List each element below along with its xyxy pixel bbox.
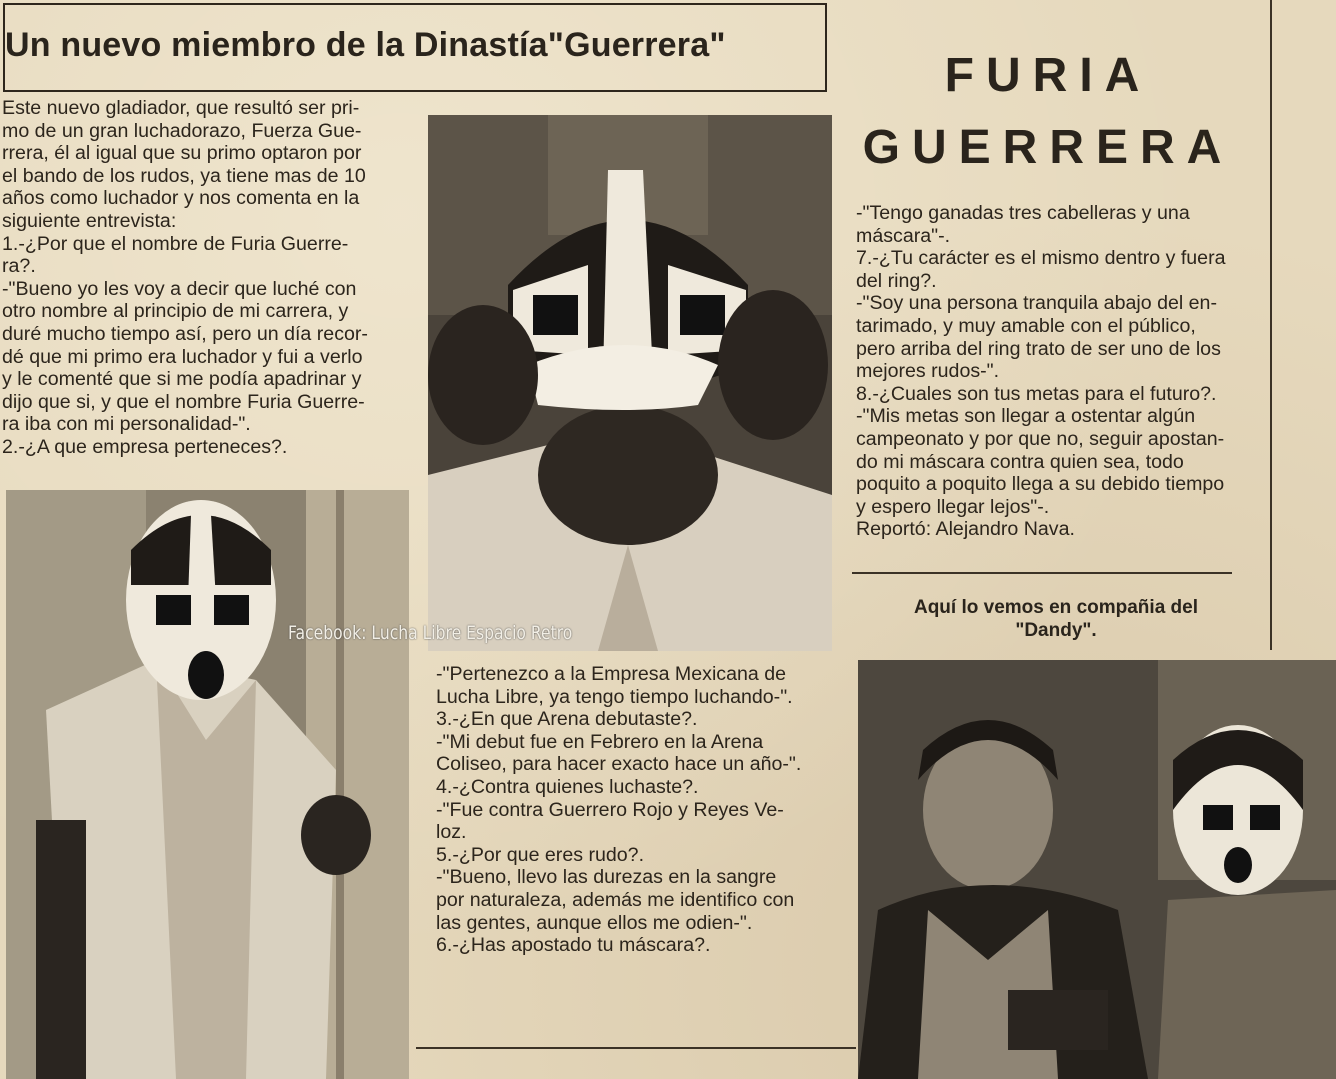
photo-caption [856,596,1256,642]
column-3-line: tarimado, y muy amable con el público, [856,314,1196,337]
column-1-line: dijo que si, y que el nombre Furia Guerre- [2,390,365,413]
column-1-line: 1.-¿Por que el nombre de Furia Guerre- [2,232,349,255]
column-1-line: y le comenté que si me podía apadrinar y [2,368,362,391]
column-1-line: años como luchador y nos comenta en la [2,187,360,210]
article-column-1 [2,97,412,459]
column-2-line: -"Mi debut fue en Febrero en la Arena [436,730,764,753]
column-3-line: Reportó: Alejandro Nava. [856,518,1075,541]
column-3-line: pero arriba del ring trato de ser uno de los [856,337,1221,360]
column-3-line: del ring?. [856,269,937,292]
column-2-line: 5.-¿Por que eres rudo?. [436,843,645,866]
column-1-line: rrera, él al igual que su primo optaron por [2,142,362,165]
column-2-line: las gentes, aunque ellos me odien-". [436,911,753,934]
column-1-line: 2.-¿A que empresa perteneces?. [2,435,288,458]
column-3-line: 7.-¿Tu carácter es el mismo dentro y fuera [856,247,1226,270]
column-2-line: -"Fue contra Guerrero Rojo y Reyes Ve- [436,798,784,821]
column-2-line: Lucha Libre, ya tengo tiempo luchando-". [436,685,793,708]
column-3-line: do mi máscara contra quien sea, todo [856,450,1184,473]
column-3-line: mejores rudos-". [856,360,1000,383]
right-column-rule [1270,0,1272,650]
column-2-line: 4.-¿Contra quienes luchaste?. [436,775,699,798]
column-3-line: y espero llegar lejos"-. [856,495,1050,518]
headline: Un nuevo miembro de la Dinastía"Guerrera" [5,26,726,64]
caption-rule [852,572,1232,574]
column-1-line: el bando de los rudos, ya tiene mas de 10 [2,164,366,187]
column-1-line: Este nuevo gladiador, que resultó ser pri- [2,97,360,119]
column-3-line: máscara"-. [856,224,951,247]
photo-masked-wrestler-standing [6,490,409,1079]
column-1-line: mo de un gran luchadorazo, Fuerza Gue- [2,119,362,142]
column-1-line: -"Bueno yo les voy a decir que luché con [2,277,357,300]
column-2-line: 6.-¿Has apostado tu máscara?. [436,934,711,957]
title-line-2: GUERRERA [862,121,1234,174]
column-2-line: -"Pertenezco a la Empresa Mexicana de [436,663,787,685]
column-2-line: por naturaleza, además me identifico con [436,888,795,911]
column-2-line: 3.-¿En que Arena debutaste?. [436,708,698,731]
column-2-line: Coliseo, para hacer exacto hace un año-". [436,753,802,776]
title-line-1: FURIA [944,49,1152,102]
column-3-line: poquito a poquito llega a su debido tiempo [856,473,1225,496]
column-3-line: -"Tengo ganadas tres cabelleras y una [856,202,1190,224]
column-3-line: -"Soy una persona tranquila abajo del en- [856,292,1217,315]
column-1-line: ra iba con mi personalidad-". [2,413,251,436]
column-1-line: siguiente entrevista: [2,209,177,232]
watermark: Facebook: Lucha Libre Espacio Retro [288,622,573,644]
column-1-line: dé que mi primo era luchador y fui a verlo [2,345,363,368]
column-1-line: ra?. [2,255,36,278]
caption-line-1: Aquí lo vemos en compañia del [913,597,1198,618]
column-1-line: duré mucho tiempo así, pero un día recor- [2,322,368,345]
column-2-line: loz. [436,821,467,844]
photo-masked-wrestler-portrait [428,115,832,651]
caption-line-2: "Dandy". [1015,620,1097,641]
article-column-2 [436,663,846,957]
column-1-line: otro nombre al principio de mi carrera, y [2,300,349,323]
bottom-rule [416,1047,856,1049]
photo-wrestler-with-dandy [858,660,1336,1079]
column-3-line: -"Mis metas son llegar a ostentar algún [856,405,1196,428]
column-3-line: 8.-¿Cuales son tus metas para el futuro?. [856,382,1217,405]
article-column-3 [856,202,1256,541]
column-3-line: campeonato y por que no, seguir apostan- [856,427,1225,450]
column-2-line: -"Bueno, llevo las durezas en la sangre [436,866,777,889]
